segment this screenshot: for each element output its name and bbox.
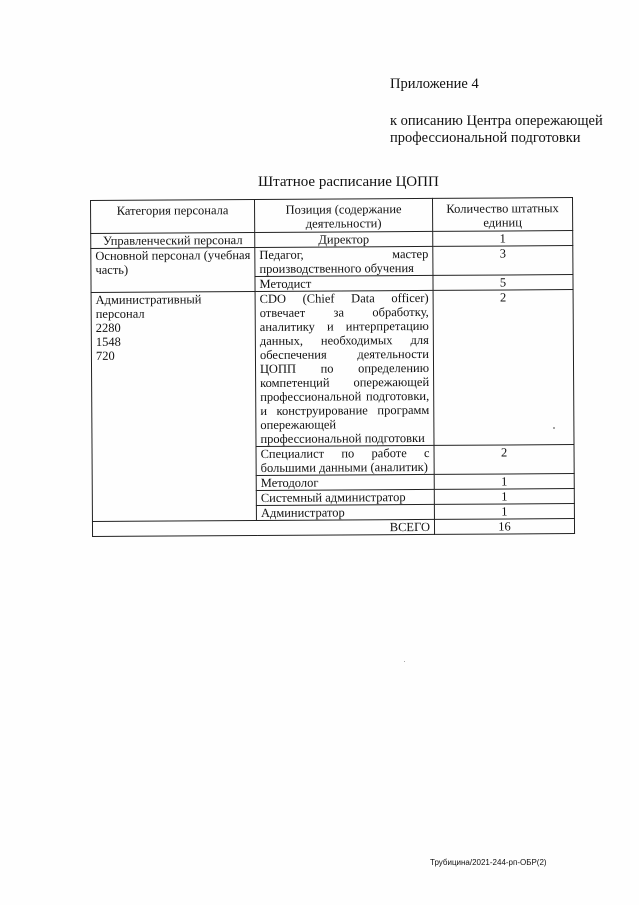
appendix-subtitle-line-1: к описанию Центра опережающей (390, 113, 603, 129)
category-admin-number: 720 (95, 348, 115, 363)
scan-speck (404, 661, 405, 662)
position-bigdata-specialist: Специалист по работе с большими данными (аналитик) (256, 445, 434, 475)
category-admin (91, 291, 256, 521)
position-director: Директор (255, 231, 433, 247)
appendix-subtitle (390, 113, 603, 147)
appendix-title: Приложение 4 (390, 76, 479, 92)
total-count: 16 (434, 519, 574, 535)
position-methodist: Методист (255, 275, 433, 291)
appendix-subtitle-line-2: профессиональной подготовки (390, 130, 581, 146)
footer-stamp: Трубицина/2021-244-рп-ОБР(2) (430, 858, 547, 867)
count-bigdata-specialist: 2 (434, 445, 574, 475)
category-admin-number: 1548 (95, 334, 121, 349)
count-administrator: 1 (434, 504, 574, 520)
count-director: 1 (433, 231, 573, 247)
category-admin-number: 2280 (95, 320, 121, 335)
position-teacher: Педагог, мастер производственного обучения (255, 246, 433, 276)
scan-speck (553, 427, 555, 429)
count-methodologist: 1 (434, 474, 574, 490)
header-category: Категория персонала (91, 199, 255, 233)
count-cdo: 2 (433, 290, 574, 446)
staffing-table (90, 197, 575, 537)
position-administrator: Администратор (256, 504, 434, 520)
category-management: Управленческий персонал (91, 232, 255, 248)
count-sysadmin: 1 (434, 489, 574, 505)
table-total-row (92, 519, 574, 537)
position-methodologist: Методолог (256, 474, 434, 490)
category-admin-label: Административный персонал (95, 292, 202, 321)
table-title: Штатное расписание ЦОПП (258, 174, 439, 190)
total-label: ВСЕГО (92, 519, 434, 536)
count-methodist: 5 (433, 275, 573, 291)
header-position: Позиция (содержание деятельности) (254, 198, 432, 232)
position-cdo: CDO (Chief Data officer) отвечает за обработку, аналитику и интерпретацию данных, необходимых для обеспечения деятельности ЦОПП по определению компетенций опережающей профессиональной подготовки, и конструирование программ опережающей профессиональной подготовки (255, 290, 434, 446)
table-row (91, 246, 573, 278)
header-count: Количество штатных единиц (432, 198, 572, 232)
position-sysadmin: Системный администратор (256, 489, 434, 505)
count-teacher: 3 (433, 246, 573, 276)
table-header-row (91, 198, 573, 234)
table-row (91, 290, 574, 448)
category-main: Основной персонал (учебная часть) (91, 247, 255, 292)
